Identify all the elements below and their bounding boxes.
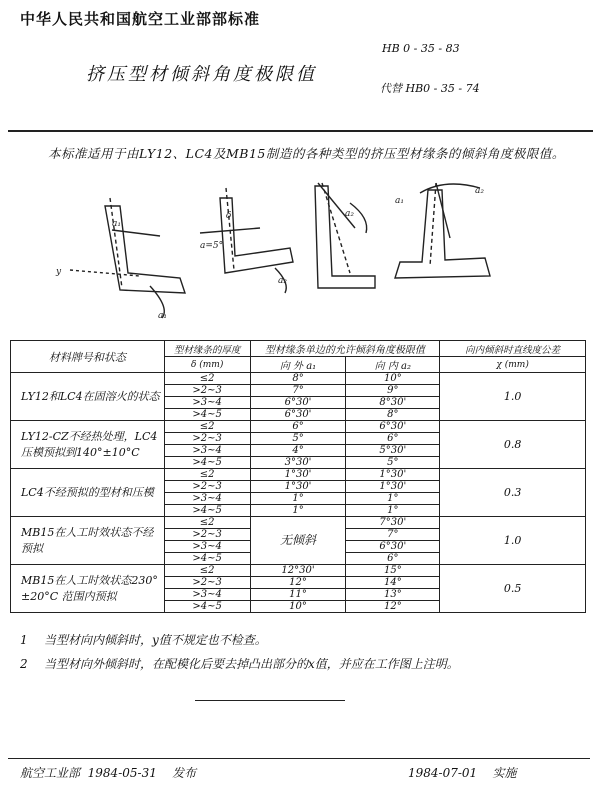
inward-cell: 7°30' [346, 517, 440, 529]
header-thickness: 型材缘条的厚度 [164, 341, 250, 357]
inward-cell: 6° [346, 433, 440, 445]
outward-cell: 12°30' [250, 565, 346, 577]
inward-cell: 1°30' [346, 481, 440, 493]
label-alpha2-c: a₂ [475, 186, 484, 196]
tolerance-cell: 0.5 [440, 565, 586, 613]
thickness-cell: >2~3 [164, 577, 250, 589]
thickness-cell: >2~3 [164, 481, 250, 493]
inward-cell: 8°30' [346, 397, 440, 409]
inward-cell: 9° [346, 385, 440, 397]
thickness-cell: >4~5 [164, 457, 250, 469]
outward-cell: 6° [250, 421, 346, 433]
organization-header: 中华人民共和国航空工业部部标准 [20, 10, 261, 28]
inward-cell: 6°30' [346, 421, 440, 433]
inward-cell: 1°30' [346, 469, 440, 481]
inward-cell: 12° [346, 601, 440, 613]
outward-cell: 7° [250, 385, 346, 397]
profile-3-outline [315, 186, 375, 288]
header-material: 材料牌号和状态 [11, 341, 165, 373]
outward-cell: 1°30' [250, 481, 346, 493]
inward-cell: 7° [346, 529, 440, 541]
inward-cell: 6°30' [346, 541, 440, 553]
table-row [11, 373, 586, 385]
header-tolerance: 向内倾斜时直线度公差 [440, 341, 586, 357]
outward-cell: 6°30' [250, 397, 346, 409]
label-angle: a=5° [200, 241, 224, 251]
tolerance-cell: 1.0 [440, 517, 586, 565]
footer-effective: 1984-07-01 实施 [408, 766, 517, 780]
outward-cell: 11° [250, 589, 346, 601]
inward-cell: 14° [346, 577, 440, 589]
material-cell: LC4不经预拟的型材和压模 [11, 469, 165, 517]
thickness-cell: >2~3 [164, 433, 250, 445]
thickness-cell: ≤2 [164, 565, 250, 577]
inward-cell: 1° [346, 493, 440, 505]
end-rule [195, 700, 345, 701]
material-cell: LY12和LC4在固溶火的状态 [11, 373, 165, 421]
material-cell: LY12-CZ不经热处理，LC4压模预拟到140°±10°C [11, 421, 165, 469]
outward-cell: 1°30' [250, 469, 346, 481]
thickness-cell: >3~4 [164, 445, 250, 457]
thickness-cell: >2~3 [164, 529, 250, 541]
thickness-cell: >3~4 [164, 493, 250, 505]
tolerance-cell: 0.8 [440, 421, 586, 469]
header-outward: 向 外 a₁ [250, 357, 346, 373]
thickness-cell: >3~4 [164, 541, 250, 553]
inward-cell: 15° [346, 565, 440, 577]
document-title: 挤压型材倾斜角度极限值 [86, 64, 317, 85]
table-row [11, 421, 586, 433]
outward-cell: 10° [250, 601, 346, 613]
material-cell: MB15在人工时效状态230°±20°C 范围内预拟 [11, 565, 165, 613]
outward-cell: 4° [250, 445, 346, 457]
profile-2-outline [220, 198, 293, 273]
standard-code: HB 0 - 35 - 83 [382, 42, 460, 55]
replaces-code: 代替 HB0 - 35 - 74 [380, 82, 480, 95]
footer-divider [8, 758, 590, 759]
inward-cell: 10° [346, 373, 440, 385]
note-2: 2 当型材向外倾斜时，在配模化后要去掉凸出部分的x值，并应在工作图上注明。 [20, 657, 459, 671]
label-alpha1-a: a₁ [112, 219, 121, 229]
inward-cell: 5°30' [346, 445, 440, 457]
header-deviation-group: 型材缘条单边的允许倾斜角度极限值 [250, 341, 440, 357]
header-divider [8, 130, 593, 132]
note-1: 1 当型材向内倾斜时，y值不规定也不检查。 [20, 633, 267, 647]
inward-cell: 6° [346, 553, 440, 565]
outward-cell: 12° [250, 577, 346, 589]
thickness-cell: >4~5 [164, 601, 250, 613]
thickness-cell: >2~3 [164, 385, 250, 397]
table-row [11, 469, 586, 481]
label-alpha1-c: a₁ [395, 196, 404, 206]
tolerance-cell: 1.0 [440, 373, 586, 421]
outward-cell: 1° [250, 493, 346, 505]
intro-paragraph: 本标准适用于由LY12、LC4及MB15制造的各种类型的挤压型材缘条的倾斜角度极限值。 [48, 146, 565, 161]
label-alpha2-b: a₂ [345, 209, 354, 219]
table-row [11, 517, 586, 529]
label-alpha2-a: a₂ [278, 276, 287, 286]
header-thickness-unit: δ (mm) [164, 357, 250, 373]
outward-cell: 1° [250, 505, 346, 517]
profile-diagram [50, 178, 550, 328]
inward-cell: 1° [346, 505, 440, 517]
label-delta: δ [226, 211, 232, 221]
outward-cell: 3°30' [250, 457, 346, 469]
header-inward: 向 内 a₂ [346, 357, 440, 373]
header-tolerance-unit: χ (mm) [440, 357, 586, 373]
profile-4-outline [395, 190, 490, 278]
inward-cell: 5° [346, 457, 440, 469]
inward-cell: 13° [346, 589, 440, 601]
table-row [11, 565, 586, 577]
outward-cell: 6°30' [250, 409, 346, 421]
thickness-cell: >3~4 [164, 589, 250, 601]
outward-cell: 5° [250, 433, 346, 445]
thickness-cell: >4~5 [164, 409, 250, 421]
label-y: y [56, 267, 62, 277]
thickness-cell: ≤2 [164, 421, 250, 433]
outward-cell: 8° [250, 373, 346, 385]
thickness-cell: >3~4 [164, 397, 250, 409]
thickness-cell: ≤2 [164, 517, 250, 529]
thickness-cell: >4~5 [164, 505, 250, 517]
deviation-table [10, 340, 586, 613]
thickness-cell: ≤2 [164, 373, 250, 385]
notes [20, 628, 590, 676]
thickness-cell: ≤2 [164, 469, 250, 481]
footer-issuer: 航空工业部 1984-05-31 发布 [20, 766, 197, 780]
material-cell: MB15在人工时效状态不经预拟 [11, 517, 165, 565]
inward-cell: 8° [346, 409, 440, 421]
outward-merged-cell: 无倾斜 [250, 517, 346, 565]
tolerance-cell: 0.3 [440, 469, 586, 517]
label-alpha1-b: a₁ [158, 311, 167, 321]
thickness-cell: >4~5 [164, 553, 250, 565]
